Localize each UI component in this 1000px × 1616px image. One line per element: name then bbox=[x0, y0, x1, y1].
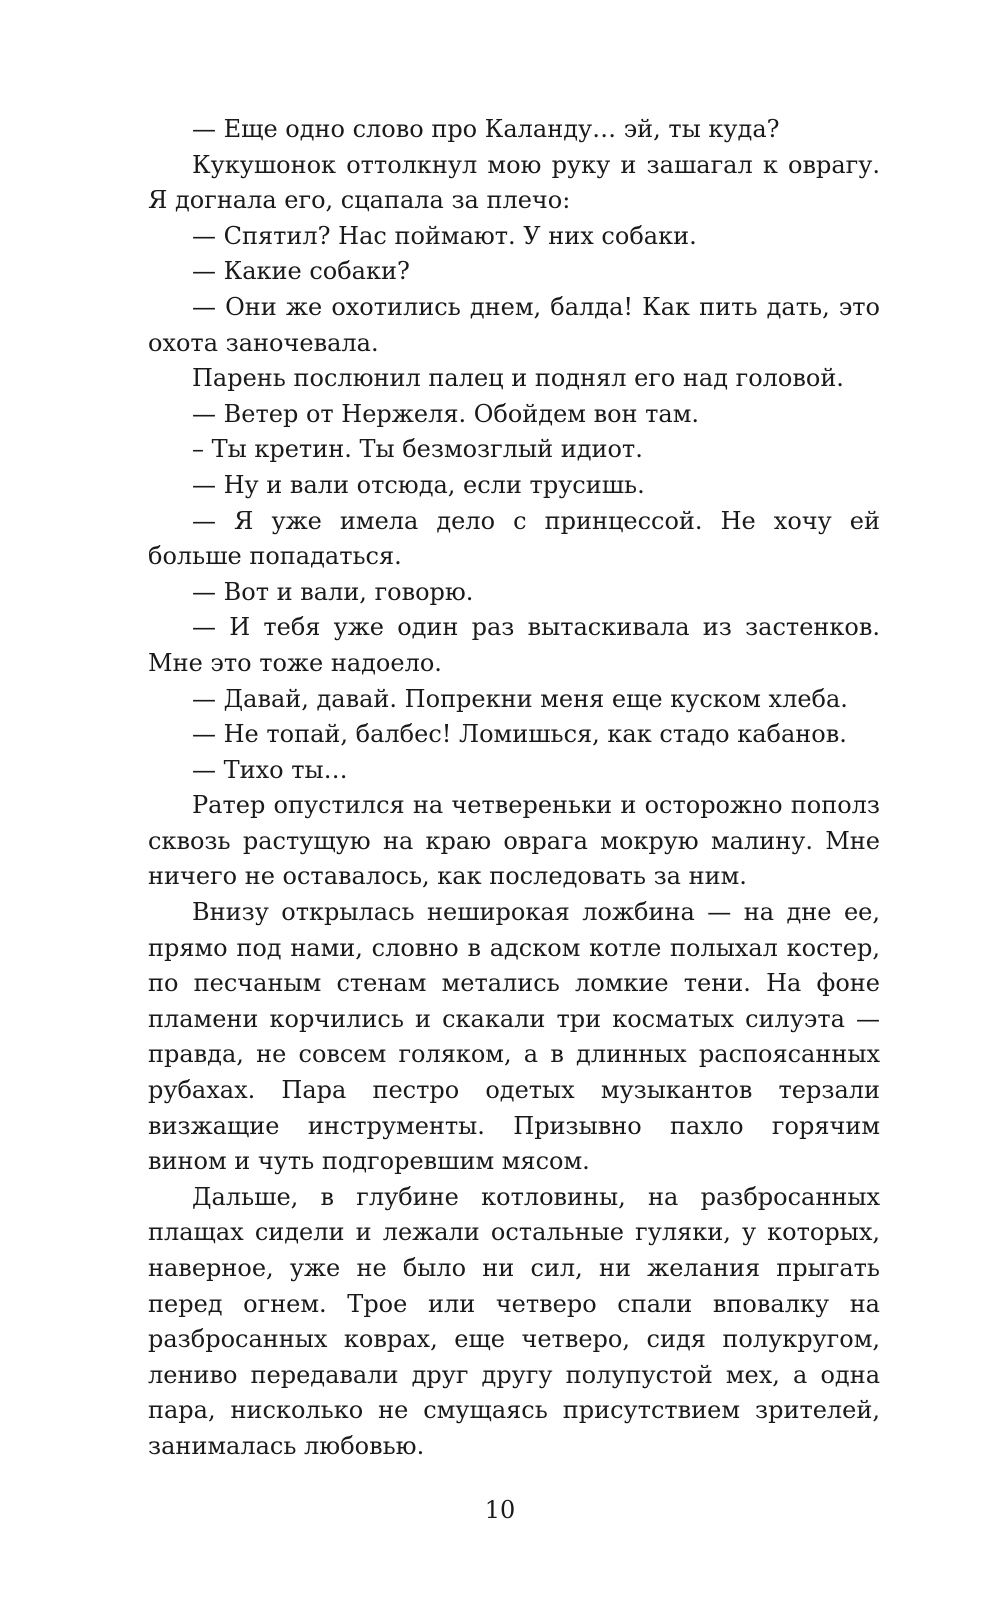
paragraph: — Ветер от Нержеля. Обойдем вон там. bbox=[192, 399, 700, 428]
paragraph: Парень послюнил палец и поднял его над головой. bbox=[192, 364, 844, 393]
body-text bbox=[148, 112, 880, 1465]
paragraph: — Не топай, балбес! Ломишься, как стадо кабанов. bbox=[192, 720, 847, 749]
page-number: 10 bbox=[484, 1496, 516, 1524]
paragraph: — Какие собаки? bbox=[192, 257, 410, 286]
paragraph: — И тебя уже один раз вытаскивала из застенков. Мне это тоже надоело. bbox=[148, 613, 880, 677]
paragraph: — Вот и вали, говорю. bbox=[192, 577, 474, 606]
paragraph: Внизу открылась неширокая ложбина — на дне ее, прямо под нами, словно в адском котле полыхал костер, по песчаным стенам метались ломкие тени. На фоне пламени корчились и скакали три косматых силуэта — правда, не совсем голяком, а в длинных распоясанных рубахах. Пара пестро одетых музыкантов терзали визжащие инструменты. Призывно пахло горячим вином и чуть подгоревшим мясом. bbox=[148, 898, 880, 1176]
paragraph: — Я уже имела дело с принцессой. Не хочу ей больше попадаться. bbox=[148, 506, 880, 571]
paragraph: — Спятил? Нас поймают. У них собаки. bbox=[192, 221, 697, 250]
paragraph: Кукушонок оттолкнул мою руку и зашагал к оврагу. Я догнала его, сцапала за плечо: bbox=[148, 150, 880, 215]
paragraph: Дальше, в глубине котловины, на разбросанных плащах сидели и лежали остальные гуляки, у которых, наверное, уже не было ни сил, ни желания прыгать перед огнем. Трое или четверо спали вповалку на разбросанных коврах, еще четверо, сидя полукругом, лениво передавали друг другу полупустой мех, а одна пара, нисколько не смущаясь присутствием зрителей, занималась любовью. bbox=[148, 1182, 880, 1460]
paragraph: — Тихо ты… bbox=[192, 755, 348, 784]
paragraph: — Еще одно слово про Каланду… эй, ты куда? bbox=[192, 115, 780, 143]
paragraph: — Они же охотились днем, балда! Как пить дать, это охота заночевала. bbox=[148, 292, 880, 357]
paragraph: – Ты кретин. Ты безмозглый идиот. bbox=[192, 435, 643, 464]
paragraph: — Ну и вали отсюда, если трусишь. bbox=[192, 470, 645, 499]
paragraph: Ратер опустился на четвереньки и осторожно пополз сквозь растущую на краю оврага мокрую малину. Мне ничего не оставалось, как последовать за ним. bbox=[148, 791, 880, 891]
paragraph: — Давай, давай. Попрекни меня еще куском хлеба. bbox=[192, 684, 848, 713]
